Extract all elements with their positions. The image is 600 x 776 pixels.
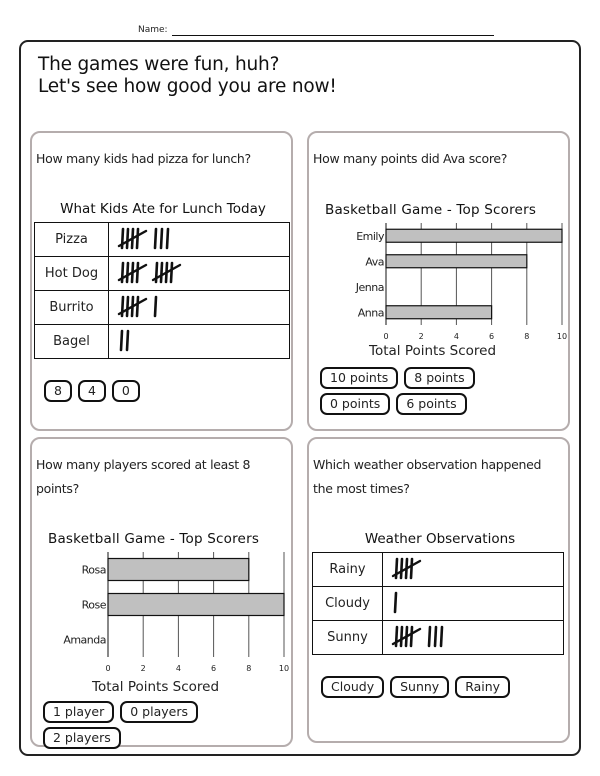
question-card-weather xyxy=(307,437,570,743)
tally-marks-icon xyxy=(391,589,407,615)
tally-stroke xyxy=(161,229,162,248)
tally-stroke xyxy=(167,229,168,248)
category-label: Rose xyxy=(81,598,106,612)
answer-options xyxy=(321,676,510,698)
tally-row-marks xyxy=(383,621,564,655)
tally-marks-icon xyxy=(391,623,453,649)
tally-row-label: Pizza xyxy=(35,223,109,257)
answer-option-button[interactable]: 0 players xyxy=(120,701,198,723)
answer-options xyxy=(320,367,520,415)
question-text: How many kids had pizza for lunch? xyxy=(36,151,251,166)
name-field[interactable] xyxy=(172,35,494,36)
x-tick-label: 2 xyxy=(140,664,146,673)
tally-row-bagel xyxy=(35,325,290,359)
question-text: How many points did Ava score? xyxy=(313,151,508,166)
tally-row-pizza xyxy=(35,223,290,257)
tally-row-marks xyxy=(109,223,290,257)
tally-stroke xyxy=(127,331,128,350)
category-label: Rosa xyxy=(81,563,106,577)
answer-option-button[interactable]: 1 player xyxy=(43,701,114,723)
bar-anna xyxy=(386,306,492,319)
tally-stroke xyxy=(155,297,156,316)
tally-marks-icon xyxy=(117,259,195,285)
bar-chart-top-scorers-2 xyxy=(32,552,295,672)
answer-option-button[interactable]: 6 points xyxy=(396,393,466,415)
tally-stroke xyxy=(161,263,162,282)
tally-table-title: Weather Observations xyxy=(364,531,516,547)
answer-option-button[interactable]: 0 points xyxy=(320,393,390,415)
tally-stroke xyxy=(441,627,442,646)
bar-rosa xyxy=(108,559,249,581)
headline xyxy=(38,54,337,98)
tally-row-sunny xyxy=(313,621,564,655)
category-label: Emily xyxy=(356,229,384,243)
lunch-tally-table xyxy=(34,222,290,359)
x-tick-label: 2 xyxy=(418,332,424,341)
category-label: Jenna xyxy=(355,280,384,294)
tally-row-burrito xyxy=(35,291,290,325)
tally-marks-icon xyxy=(117,293,167,319)
bar-chart-top-scorers-1 xyxy=(309,223,572,343)
weather-tally-table xyxy=(312,552,564,655)
tally-row-label: Hot Dog xyxy=(35,257,109,291)
x-tick-label: 0 xyxy=(383,332,389,341)
answer-option-button[interactable]: 10 points xyxy=(320,367,398,389)
tally-marks-icon xyxy=(117,327,139,353)
tally-row-marks xyxy=(109,291,290,325)
question-text: Which weather observation happened the most times? xyxy=(313,457,542,496)
tally-stroke xyxy=(137,263,138,282)
bar-ava xyxy=(386,255,527,268)
answer-option-button[interactable]: 0 xyxy=(112,380,140,402)
tally-stroke xyxy=(127,263,128,282)
headline-line-1: The games were fun, huh? xyxy=(38,54,280,75)
tally-stroke xyxy=(411,559,412,578)
answer-options xyxy=(43,701,243,749)
question-card-lunch xyxy=(30,131,293,431)
tally-row-marks xyxy=(109,325,290,359)
x-tick-label: 6 xyxy=(211,664,217,673)
category-label: Amanda xyxy=(63,633,106,647)
answer-option-button[interactable]: 8 points xyxy=(404,367,474,389)
tally-table-title: What Kids Ate for Lunch Today xyxy=(60,201,266,217)
answer-option-button[interactable]: Sunny xyxy=(390,676,449,698)
tally-stroke xyxy=(121,331,122,350)
tally-stroke xyxy=(137,229,138,248)
x-tick-label: 10 xyxy=(556,332,568,341)
tally-row-label: Burrito xyxy=(35,291,109,325)
tally-row-marks xyxy=(383,553,564,587)
answer-option-button[interactable]: 4 xyxy=(78,380,106,402)
x-tick-label: 8 xyxy=(246,664,252,673)
x-tick-label: 0 xyxy=(105,664,111,673)
chart-title: Basketball Game - Top Scorers xyxy=(48,531,260,547)
tally-row-rainy xyxy=(313,553,564,587)
tally-row-marks xyxy=(109,257,290,291)
question-card-ava xyxy=(307,131,570,431)
name-label: Name: xyxy=(138,25,168,35)
question-card-players xyxy=(30,437,293,747)
tally-stroke xyxy=(171,263,172,282)
chart-title: Basketball Game - Top Scorers xyxy=(325,202,537,218)
tally-marks-icon xyxy=(391,555,435,581)
tally-stroke xyxy=(127,297,128,316)
answer-option-button[interactable]: Rainy xyxy=(455,676,510,698)
tally-stroke xyxy=(155,229,156,248)
tally-stroke xyxy=(137,297,138,316)
tally-row-label: Bagel xyxy=(35,325,109,359)
tally-row-hot-dog xyxy=(35,257,290,291)
category-label: Anna xyxy=(357,306,384,320)
x-tick-label: 4 xyxy=(175,664,181,673)
x-axis-label: Total Points Scored xyxy=(92,679,220,695)
answer-options xyxy=(44,380,140,402)
x-tick-label: 4 xyxy=(453,332,459,341)
answer-option-button[interactable]: 8 xyxy=(44,380,72,402)
question-text: How many players scored at least 8 points? xyxy=(36,457,251,496)
tally-row-label: Cloudy xyxy=(313,587,383,621)
answer-option-button[interactable]: Cloudy xyxy=(321,676,384,698)
bar-emily xyxy=(386,229,562,242)
tally-stroke xyxy=(429,627,430,646)
tally-row-label: Rainy xyxy=(313,553,383,587)
tally-stroke xyxy=(395,593,396,612)
x-tick-label: 6 xyxy=(489,332,495,341)
x-tick-label: 10 xyxy=(278,664,290,673)
tally-stroke xyxy=(401,559,402,578)
tally-stroke xyxy=(127,229,128,248)
answer-option-button[interactable]: 2 players xyxy=(43,727,121,749)
x-axis-label: Total Points Scored xyxy=(369,343,497,359)
tally-row-cloudy xyxy=(313,587,564,621)
tally-stroke xyxy=(401,627,402,646)
tally-row-marks xyxy=(383,587,564,621)
x-tick-label: 8 xyxy=(524,332,530,341)
tally-marks-icon xyxy=(117,225,179,251)
tally-row-label: Sunny xyxy=(313,621,383,655)
bar-rose xyxy=(108,594,284,616)
tally-stroke xyxy=(435,627,436,646)
tally-stroke xyxy=(411,627,412,646)
headline-line-2: Let's see how good you are now! xyxy=(38,76,337,97)
category-label: Ava xyxy=(365,255,384,269)
